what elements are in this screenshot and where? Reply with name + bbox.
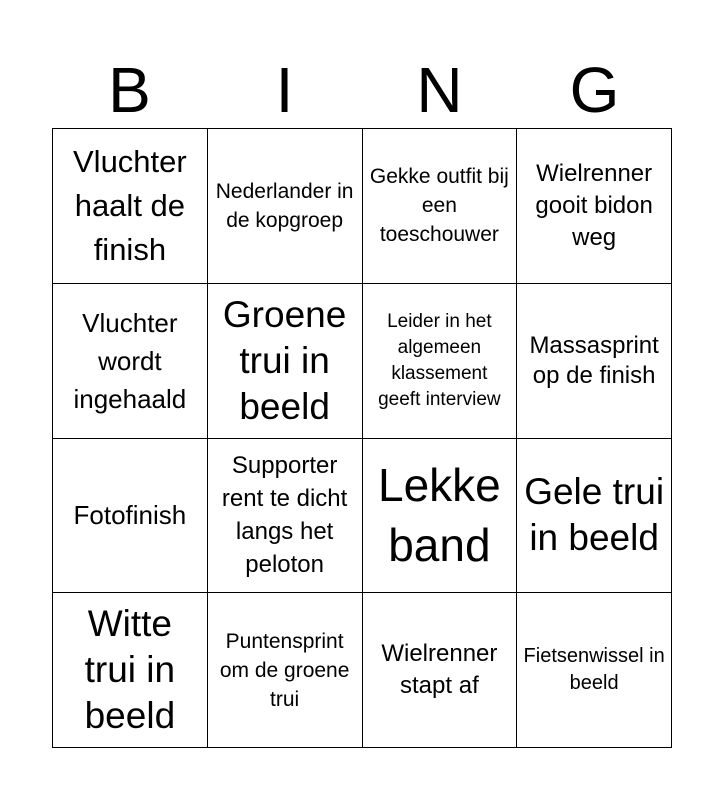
cell-text: Vluchter haalt de finish — [73, 143, 187, 267]
bingo-cell[interactable] — [517, 284, 672, 439]
header-letter-n: N — [416, 54, 463, 126]
cell-text: Nederlander in de kopgroep — [215, 179, 354, 232]
bingo-cell[interactable] — [363, 439, 518, 594]
bingo-grid — [52, 128, 672, 748]
bingo-cell[interactable] — [363, 129, 518, 284]
cell-text: Fotofinish — [73, 499, 187, 530]
cell-text: Witte trui in beeld — [84, 603, 176, 737]
bingo-cell[interactable] — [53, 284, 208, 439]
bingo-cell[interactable] — [363, 593, 518, 748]
cell-text: Wielrenner gooit bidon weg — [535, 159, 653, 251]
bingo-cell[interactable] — [517, 593, 672, 748]
cell-text: Fietsenwissel in beeld — [523, 645, 665, 695]
bingo-header — [52, 52, 672, 128]
cell-text: Groene trui in beeld — [222, 293, 347, 427]
bingo-cell[interactable] — [208, 129, 363, 284]
cell-text: Vluchter wordt ingehaald — [73, 307, 187, 414]
bingo-cell[interactable] — [208, 284, 363, 439]
bingo-cell[interactable] — [53, 439, 208, 594]
bingo-cell[interactable] — [208, 593, 363, 748]
cell-text: Gele trui in beeld — [524, 471, 665, 559]
cell-text: Lekke band — [378, 459, 501, 572]
bingo-cell[interactable] — [517, 439, 672, 594]
cell-text: Supporter rent te dicht langs het peloton — [221, 452, 348, 579]
bingo-cell[interactable] — [53, 129, 208, 284]
cell-text: Leider in het algemeen klassement geeft interview — [378, 310, 501, 410]
bingo-cell[interactable] — [363, 284, 518, 439]
cell-text: Puntensprint om de groene trui — [219, 629, 350, 711]
bingo-cell[interactable] — [517, 129, 672, 284]
header-letter-i: I — [275, 54, 294, 126]
cell-text: Wielrenner stapt af — [381, 640, 498, 700]
cell-text: Massasprint op de finish — [529, 331, 659, 389]
header-letter-b: B — [108, 54, 151, 126]
bingo-cell[interactable] — [208, 439, 363, 594]
cell-text: Gekke outfit bij een toeschouwer — [369, 165, 509, 247]
header-letter-g: G — [569, 54, 620, 126]
bingo-cell[interactable] — [53, 593, 208, 748]
